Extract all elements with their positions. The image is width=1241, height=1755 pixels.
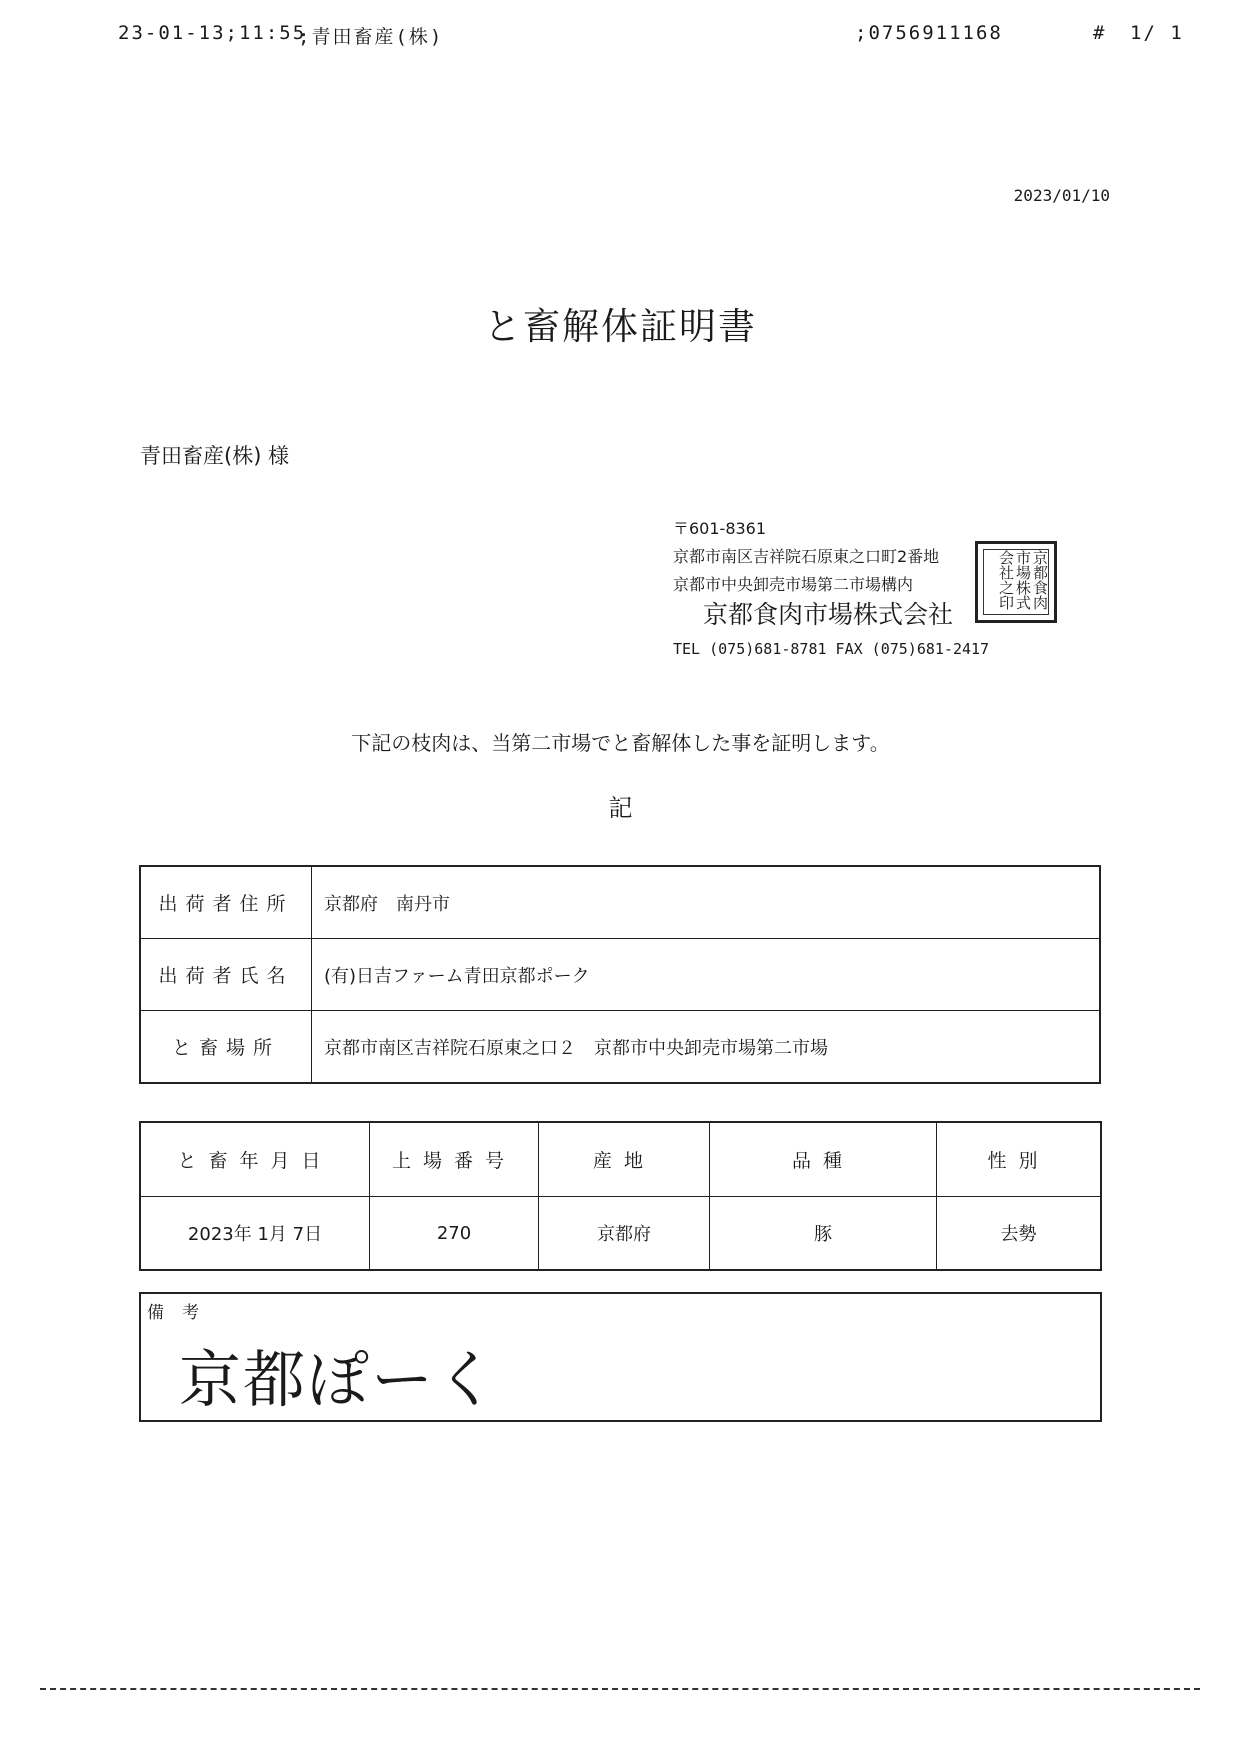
header-lot-number: 上場番号	[370, 1122, 539, 1197]
table-row	[140, 1197, 1101, 1271]
table-row	[140, 866, 1100, 939]
issuer-company: 京都食肉市場株式会社	[703, 600, 954, 629]
origin-value: 京都府	[539, 1197, 710, 1271]
ki-heading: 記	[608, 794, 633, 822]
header-slaughter-date: と畜年月日	[140, 1122, 370, 1197]
shipper-address-value: 京都府 南丹市	[312, 866, 1101, 939]
address-line-2: 京都市中央卸売市場第二市場構内	[673, 575, 914, 594]
slaughter-place-value: 京都市南区吉祥院石原東之口２ 京都市中央卸売市場第二市場	[312, 1011, 1101, 1084]
fax-timestamp: 23-01-13;11:55	[118, 22, 307, 44]
issuer-block	[673, 515, 989, 663]
page-title: と畜解体証明書	[484, 305, 757, 348]
sex-value: 去勢	[937, 1197, 1102, 1271]
header-sex: 性別	[937, 1122, 1102, 1197]
shipper-table	[139, 865, 1101, 1084]
fax-page-mark: #	[1093, 22, 1107, 44]
header-origin: 産地	[539, 1122, 710, 1197]
slaughter-place-label: と畜場所	[140, 1011, 312, 1084]
issuer-contact: TEL (075)681-8781 FAX (075)681-2417	[673, 640, 990, 658]
remarks-label: 備考	[147, 1303, 217, 1323]
remarks-box	[139, 1292, 1102, 1422]
company-seal	[975, 541, 1057, 623]
table-header-row	[140, 1122, 1101, 1197]
recipient: 青田畜産(株) 様	[140, 444, 290, 468]
table-row	[140, 939, 1100, 1011]
fax-sender: ;青田畜産(株)	[298, 26, 444, 48]
shipper-address-label: 出荷者住所	[140, 866, 312, 939]
remarks-value: 京都ぽーく	[179, 1343, 500, 1416]
shipper-name-label: 出荷者氏名	[140, 939, 312, 1011]
fax-header	[0, 22, 1241, 52]
lot-number-value: 270	[370, 1197, 539, 1271]
fax-page-count: 1/ 1	[1130, 22, 1184, 44]
seal-text: 京都食肉市場株式会社之印	[997, 550, 1049, 610]
slaughter-date-value: 2023年 1月 7日	[140, 1197, 370, 1271]
address-line-1: 京都市南区吉祥院石原東之口町2番地	[673, 547, 940, 566]
header-breed: 品種	[710, 1122, 937, 1197]
table-row	[140, 1011, 1100, 1084]
bottom-divider	[40, 1688, 1200, 1690]
fax-number: ;0756911168	[855, 22, 1003, 44]
breed-value: 豚	[710, 1197, 937, 1271]
postal-code: 〒601-8361	[673, 519, 767, 538]
detail-table	[139, 1121, 1102, 1271]
document-date: 2023/01/10	[1013, 186, 1110, 205]
certification-statement: 下記の枝肉は、当第二市場でと畜解体した事を証明します。	[351, 731, 890, 755]
shipper-name-value: (有)日吉ファーム青田京都ポーク	[312, 939, 1101, 1011]
